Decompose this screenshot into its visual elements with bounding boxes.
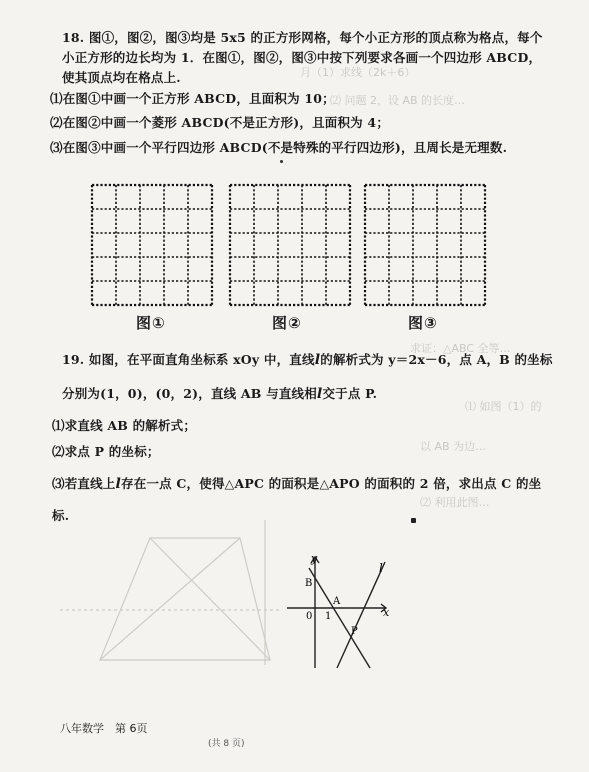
show-through-diagram (40, 520, 290, 670)
show-through-diagonal (100, 538, 240, 660)
q19-part3-a: ⑶若直线上 (52, 476, 116, 491)
show-through-text: 求证：△ABC 全等… (410, 342, 511, 355)
q18-part2: ⑵在图②中画一个菱形 ABCD(不是正方形)，且面积为 4； (50, 115, 390, 130)
q18-stem-line3: 使其顶点均在格点上. (62, 70, 181, 85)
q18-part3: ⑶在图③中画一个平行四边形 ABCD(不是特殊的平行四边形)，且周长是无理数. (50, 140, 508, 155)
q19-part3-b: 存在一点 C，使得△APC 的面积是△APO 的面积的 2 倍，求出点 C 的坐 (121, 476, 542, 491)
point-p-label: P (351, 626, 358, 637)
y-axis-label: y (311, 552, 318, 565)
q19-part1: ⑴求直线 AB 的解析式； (52, 418, 197, 433)
q18-stem-line1: 18. 图①，图②，图③均是 5x5 的正方形网格，每个小正方形的顶点称为格点，每个 (62, 30, 543, 45)
grid-3-lines (365, 185, 485, 305)
x-axis-label: x (383, 606, 390, 619)
grid-figure-2 (228, 183, 352, 307)
q19-line-l-symbol: l (316, 386, 323, 402)
show-through-text: ⑴ 如图（1）的 (465, 400, 542, 413)
grid-label-1: 图① (136, 314, 166, 332)
show-through-diagonal (150, 538, 270, 660)
tick-one-label: 1 (325, 611, 332, 622)
grid-figure-1 (90, 183, 214, 307)
point-a-label: A (333, 596, 341, 607)
grid-figure-3 (363, 183, 487, 307)
show-through-text: 月（1）求线（2k＋6） (300, 66, 416, 79)
line-ab (309, 568, 370, 668)
q19-stem-line2 (62, 386, 377, 402)
origin-label: 0 (306, 611, 313, 622)
scan-speck (411, 518, 416, 523)
q19-stem-line2-a: 分别为(1，0)，(0，2)，直线 AB 与直线相 (62, 386, 317, 401)
grid-3-svg (363, 183, 487, 307)
q19-line-l-symbol: l (115, 476, 122, 492)
scan-speck (280, 160, 283, 163)
q19-stem-line2-b: 交于点 P. (322, 386, 378, 401)
point-b-label: B (305, 578, 313, 589)
grid-1-svg (90, 183, 214, 307)
line-l-label: l (379, 561, 383, 575)
show-through-text: ⑵ 问题 2，设 AB 的长度… (330, 94, 466, 107)
grid-label-3: 图③ (408, 314, 438, 332)
q19-part3 (52, 476, 541, 492)
q19-coordinate-figure (285, 550, 405, 675)
q18-part1: ⑴在图①中画一个正方形 ABCD，且面积为 10； (50, 91, 335, 106)
grid-2-lines (230, 185, 350, 305)
show-through-trapezoid (100, 538, 270, 660)
show-through-text: 以 AB 为边… (420, 440, 487, 453)
grid-2-svg (228, 183, 352, 307)
q19-stem-line1-a: 19. 如图，在平面直角坐标系 xOy 中，直线 (62, 352, 315, 367)
grid-label-2: 图② (272, 314, 302, 332)
q18-stem-line2: 小正方形的边长均为 1．在图①，图②，图③中按下列要求各画一个四边形 ABCD， (62, 50, 542, 65)
q19-part3-cont: 标. (52, 508, 70, 523)
show-through-text: ⑵ 利用此图… (420, 496, 490, 509)
q19-stem-line1 (62, 352, 553, 368)
grid-1-lines (92, 185, 212, 305)
page-footer: 八年数学 第 6页 (60, 722, 148, 735)
q19-stem-line1-b: 的解析式为 y＝2x－6，点 A，B 的坐标 (320, 352, 553, 367)
q19-line-l-symbol: l (314, 352, 321, 368)
page-count-mark: (共 8 页) (208, 739, 245, 749)
q19-part2: ⑵求点 P 的坐标； (52, 444, 160, 459)
